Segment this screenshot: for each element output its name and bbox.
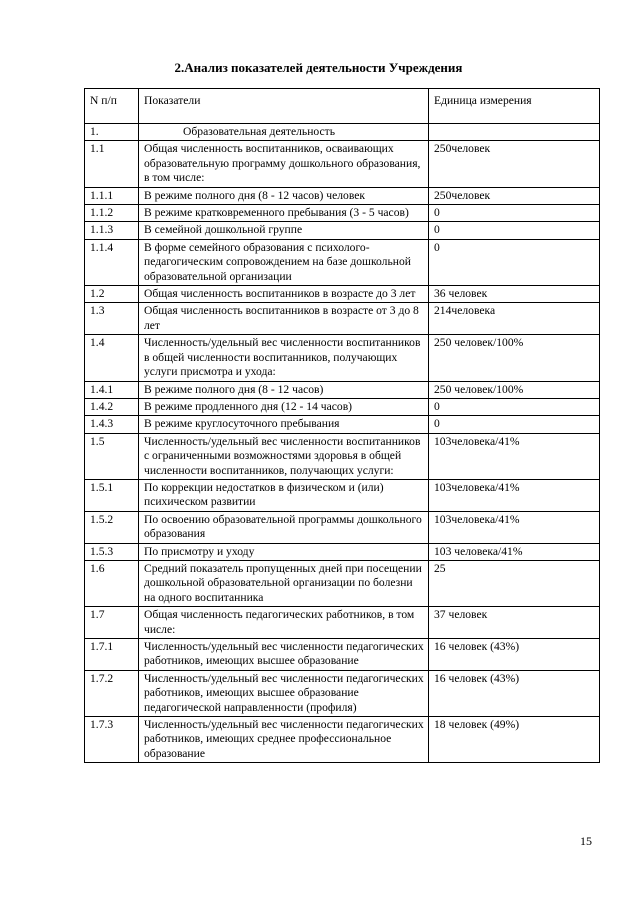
table-row [85, 141, 600, 187]
row-num: 1.3 [85, 303, 139, 335]
row-num: 1.4.2 [85, 398, 139, 415]
table-row [85, 543, 600, 560]
table-row [85, 416, 600, 433]
header-unit: Единица измерения [429, 89, 600, 124]
row-indicator: В режиме круглосуточного пребывания [139, 416, 429, 433]
row-unit: 214человека [429, 303, 600, 335]
row-unit: 250 человек/100% [429, 381, 600, 398]
row-indicator: Средний показатель пропущенных дней при посещении дошкольной образовательной организации по болезни на одного воспитанника [139, 560, 429, 606]
indicators-table [84, 88, 600, 763]
row-num: 1.1.4 [85, 239, 139, 285]
table-row [85, 398, 600, 415]
row-num: 1.4.1 [85, 381, 139, 398]
row-indicator: По коррекции недостатков в физическом и (или) психическом развитии [139, 479, 429, 511]
table-row [85, 303, 600, 335]
row-indicator: Численность/удельный вес численности педагогических работников, имеющих среднее профессиональное образование [139, 717, 429, 763]
row-indicator: По присмотру и уходу [139, 543, 429, 560]
row-indicator: В режиме полного дня (8 - 12 часов) [139, 381, 429, 398]
table-row [85, 124, 600, 141]
table-row [85, 670, 600, 716]
table-row [85, 286, 600, 303]
table-row [85, 381, 600, 398]
row-indicator: Численность/удельный вес численности воспитанников в общей численности воспитанников, получающих услуги присмотра и ухода: [139, 335, 429, 381]
row-indicator: Численность/удельный вес численности педагогических работников, имеющих высшее образование [139, 639, 429, 671]
row-num: 1.1.2 [85, 205, 139, 222]
row-unit: 250человек [429, 141, 600, 187]
row-unit: 0 [429, 222, 600, 239]
table-row [85, 222, 600, 239]
table-row [85, 433, 600, 479]
row-unit: 0 [429, 205, 600, 222]
row-unit: 16 человек (43%) [429, 670, 600, 716]
row-indicator: В режиме продленного дня (12 - 14 часов) [139, 398, 429, 415]
row-num: 1.4.3 [85, 416, 139, 433]
row-num: 1.6 [85, 560, 139, 606]
table-row [85, 239, 600, 285]
row-unit: 250человек [429, 187, 600, 204]
row-indicator: По освоению образовательной программы дошкольного образования [139, 511, 429, 543]
table-row [85, 639, 600, 671]
row-unit [429, 124, 600, 141]
table-row [85, 607, 600, 639]
row-num: 1.1 [85, 141, 139, 187]
row-num: 1.1.3 [85, 222, 139, 239]
row-num: 1.7 [85, 607, 139, 639]
row-unit: 16 человек (43%) [429, 639, 600, 671]
row-unit: 37 человек [429, 607, 600, 639]
row-unit: 0 [429, 416, 600, 433]
row-unit: 36 человек [429, 286, 600, 303]
row-unit: 25 [429, 560, 600, 606]
row-num: 1.5.3 [85, 543, 139, 560]
row-num: 1.7.3 [85, 717, 139, 763]
row-unit: 103человека/41% [429, 511, 600, 543]
row-indicator: Общая численность воспитанников, осваивающих образовательную программу дошкольного образования, в том числе: [139, 141, 429, 187]
table-row [85, 205, 600, 222]
section-title: Образовательная деятельность [139, 124, 429, 141]
row-num: 1.1.1 [85, 187, 139, 204]
row-indicator: Общая численность воспитанников в возрасте до 3 лет [139, 286, 429, 303]
table-row [85, 479, 600, 511]
row-num: 1. [85, 124, 139, 141]
row-indicator: В форме семейного образования с психолого-педагогическим сопровождением на базе дошкольной образовательной организации [139, 239, 429, 285]
row-num: 1.4 [85, 335, 139, 381]
row-indicator: Общая численность педагогических работников, в том числе: [139, 607, 429, 639]
row-unit: 250 человек/100% [429, 335, 600, 381]
row-indicator: В режиме кратковременного пребывания (3 - 5 часов) [139, 205, 429, 222]
table-header-row [85, 89, 600, 124]
row-num: 1.2 [85, 286, 139, 303]
page-number: 15 [580, 834, 592, 848]
document-title: 2.Анализ показателей деятельности Учреждения [174, 60, 463, 75]
row-indicator: Численность/удельный вес численности воспитанников с ограниченными возможностями здоровья в общей численности воспитанников, получающих услуги: [139, 433, 429, 479]
row-num: 1.7.2 [85, 670, 139, 716]
row-unit: 103человека/41% [429, 433, 600, 479]
row-unit: 0 [429, 398, 600, 415]
row-unit: 18 человек (49%) [429, 717, 600, 763]
row-unit: 103человека/41% [429, 479, 600, 511]
row-indicator: В режиме полного дня (8 - 12 часов) человек [139, 187, 429, 204]
table-body [85, 89, 600, 763]
row-num: 1.7.1 [85, 639, 139, 671]
table-row [85, 560, 600, 606]
header-indicator: Показатели [139, 89, 429, 124]
row-indicator: В семейной дошкольной группе [139, 222, 429, 239]
row-unit: 0 [429, 239, 600, 285]
row-num: 1.5.2 [85, 511, 139, 543]
table-row [85, 717, 600, 763]
table-row [85, 187, 600, 204]
row-num: 1.5 [85, 433, 139, 479]
row-indicator: Общая численность воспитанников в возрасте от 3 до 8 лет [139, 303, 429, 335]
row-indicator: Численность/удельный вес численности педагогических работников, имеющих высшее образование педагогической направленности (профиля) [139, 670, 429, 716]
table-row [85, 511, 600, 543]
row-num: 1.5.1 [85, 479, 139, 511]
row-unit: 103 человека/41% [429, 543, 600, 560]
header-num: N п/п [85, 89, 139, 124]
table-row [85, 335, 600, 381]
